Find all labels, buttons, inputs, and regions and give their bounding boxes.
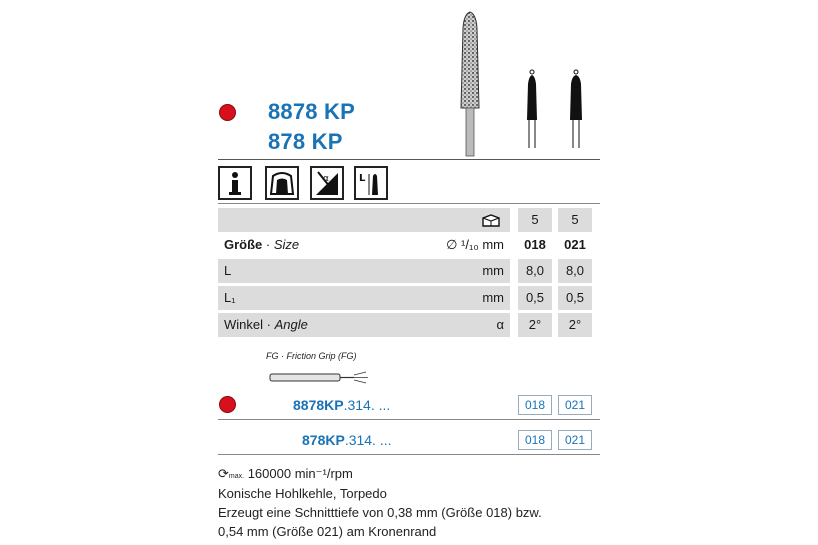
order-size-878kp-018: 018 xyxy=(518,430,552,450)
size-value-021: 021 xyxy=(558,233,592,257)
product-code-primary: 8878 KP xyxy=(268,99,356,124)
angle-value-018: 2° xyxy=(518,313,552,337)
order-code-8878kp: 8878KP.314. ... xyxy=(293,397,391,413)
pack-value-018: 5 xyxy=(518,208,552,232)
order-size-8878kp-018: 018 xyxy=(518,395,552,415)
info-icon xyxy=(218,166,252,200)
order-divider-2 xyxy=(218,454,600,455)
svg-text:L: L xyxy=(359,173,366,184)
rotation-icon: ⟳ xyxy=(218,466,229,481)
icons-divider xyxy=(218,203,600,204)
size-value-018: 018 xyxy=(518,233,552,257)
bur-silhouette-018 xyxy=(520,68,544,150)
order-size-878kp-021: 021 xyxy=(558,430,592,450)
pack-value-021: 5 xyxy=(558,208,592,232)
angle-icon xyxy=(310,166,344,200)
length1-unit: mm xyxy=(482,290,504,305)
note-line-1: Konische Hohlkehle, Torpedo xyxy=(218,486,387,501)
table-row-length xyxy=(218,259,600,283)
angle-label: Winkel · Angle xyxy=(224,317,308,332)
length-value-021: 8,0 xyxy=(558,259,592,283)
fg-shank-illustration xyxy=(268,368,372,386)
order-size-8878kp-021: 021 xyxy=(558,395,592,415)
order-code-878kp: 878KP.314. ... xyxy=(302,432,392,448)
note-line-3: 0,54 mm (Größe 021) am Kronenrand xyxy=(218,524,437,539)
bur-silhouette-021 xyxy=(564,68,588,150)
table-row-angle xyxy=(218,313,600,337)
note-line-2: Erzeugt eine Schnitttiefe von 0,38 mm (Größe 018) bzw. xyxy=(218,505,542,520)
product-code-secondary: 878 KP xyxy=(268,129,343,154)
max-speed-line: ⟳max. 160000 min⁻¹/rpm xyxy=(218,466,353,481)
length1-value-018: 0,5 xyxy=(518,286,552,310)
red-marker-dot-order xyxy=(219,396,236,413)
table-row-length1 xyxy=(218,286,600,310)
angle-value-021: 2° xyxy=(558,313,592,337)
table-row-pack xyxy=(218,208,600,232)
size-label: Größe · Size xyxy=(224,237,300,252)
header-divider xyxy=(218,159,600,160)
size-unit: ∅ ¹/₁₀ mm xyxy=(446,237,504,252)
length-value-018: 8,0 xyxy=(518,259,552,283)
length-icon xyxy=(354,166,388,200)
length1-label: L₁ xyxy=(224,290,236,305)
crown-prep-icon xyxy=(265,166,299,200)
length1-value-021: 0,5 xyxy=(558,286,592,310)
package-icon xyxy=(480,212,502,233)
order-divider-1 xyxy=(218,419,600,420)
diamond-bur-illustration xyxy=(440,8,500,158)
svg-text:α: α xyxy=(323,174,329,184)
red-marker-dot xyxy=(219,104,236,121)
length-unit: mm xyxy=(482,263,504,278)
length-label: L xyxy=(224,263,232,278)
angle-unit: α xyxy=(496,317,504,332)
table-row-size xyxy=(218,233,600,257)
shank-type-label: FG · Friction Grip (FG) xyxy=(266,351,357,361)
